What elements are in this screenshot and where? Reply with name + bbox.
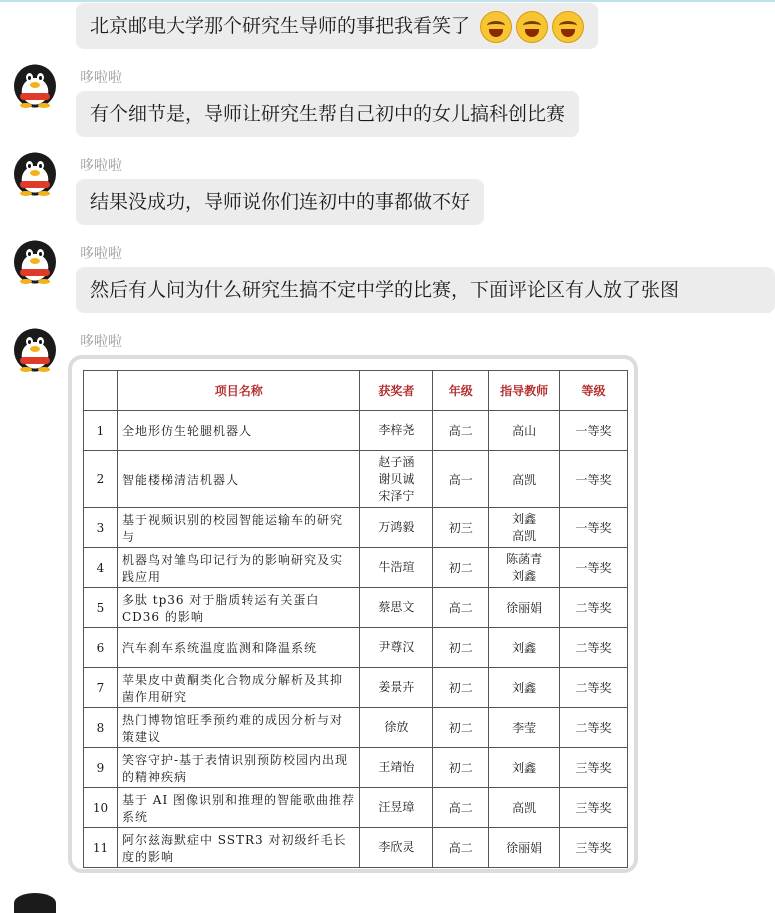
cell-project: 全地形仿生轮腿机器人	[117, 411, 360, 451]
table-row	[84, 668, 628, 708]
qq-penguin-avatar-icon[interactable]	[14, 240, 56, 284]
cell-teacher: 高凯	[489, 451, 560, 508]
cell-project: 苹果皮中黄酮类化合物成分解析及其抑菌作用研究	[117, 668, 360, 708]
cell-no: 10	[84, 788, 118, 828]
cell-level: 二等奖	[560, 668, 628, 708]
table-row	[84, 788, 628, 828]
table-row	[84, 628, 628, 668]
cell-no: 2	[84, 451, 118, 508]
cell-project: 多肽 tp36 对于脂质转运有关蛋白 CD36 的影响	[117, 588, 360, 628]
table-row	[84, 451, 628, 508]
cell-winner: 徐放	[360, 708, 433, 748]
cell-level: 三等奖	[560, 748, 628, 788]
table-row	[84, 828, 628, 868]
top-divider	[0, 0, 775, 2]
cell-grade: 高二	[433, 788, 489, 828]
cell-grade: 初二	[433, 708, 489, 748]
table-row	[84, 748, 628, 788]
cell-winner: 李欣灵	[360, 828, 433, 868]
cell-winner: 王靖怡	[360, 748, 433, 788]
cell-project: 汽车刹车系统温度监测和降温系统	[117, 628, 360, 668]
message-bubble-4[interactable]	[76, 267, 775, 313]
cell-teacher: 刘鑫	[489, 628, 560, 668]
header-no	[84, 371, 118, 411]
cell-teacher: 刘鑫 高凯	[489, 508, 560, 548]
cell-teacher: 徐丽娟	[489, 828, 560, 868]
header-project: 项目名称	[117, 371, 360, 411]
table-row	[84, 708, 628, 748]
image-message-awards-table[interactable]	[68, 355, 638, 873]
message-bubble-1[interactable]	[76, 3, 598, 49]
cell-project: 机器鸟对雏鸟印记行为的影响研究及实践应用	[117, 548, 360, 588]
header-teacher: 指导教师	[489, 371, 560, 411]
cell-grade: 高二	[433, 588, 489, 628]
cell-winner: 李梓尧	[360, 411, 433, 451]
cell-project: 基于视频识别的校园智能运输车的研究与	[117, 508, 360, 548]
message-bubble-2[interactable]	[76, 91, 579, 137]
cell-teacher: 陈菡青 刘鑫	[489, 548, 560, 588]
cell-no: 7	[84, 668, 118, 708]
cell-winner: 万鸿毅	[360, 508, 433, 548]
cell-winner: 汪昱璋	[360, 788, 433, 828]
table-row	[84, 548, 628, 588]
cell-grade: 初二	[433, 628, 489, 668]
cell-no: 6	[84, 628, 118, 668]
cell-no: 1	[84, 411, 118, 451]
header-grade: 年级	[433, 371, 489, 411]
header-winner: 获奖者	[360, 371, 433, 411]
cell-level: 二等奖	[560, 708, 628, 748]
cell-teacher: 刘鑫	[489, 748, 560, 788]
cell-level: 三等奖	[560, 828, 628, 868]
message-text: 北京邮电大学那个研究生导师的事把我看笑了	[90, 15, 471, 37]
cell-no: 8	[84, 708, 118, 748]
cell-project: 笑容守护-基于表情识别预防校园内出现的精神疾病	[117, 748, 360, 788]
cell-no: 5	[84, 588, 118, 628]
table-row	[84, 508, 628, 548]
cell-project: 阿尔兹海默症中 SSTR3 对初级纤毛长度的影响	[117, 828, 360, 868]
cell-level: 一等奖	[560, 508, 628, 548]
cell-winner: 尹尊汉	[360, 628, 433, 668]
cell-winner: 蔡思文	[360, 588, 433, 628]
table-header-row	[84, 371, 628, 411]
cell-grade: 高二	[433, 411, 489, 451]
cell-winner: 姜景卉	[360, 668, 433, 708]
message-bubble-3[interactable]	[76, 179, 484, 225]
cell-level: 二等奖	[560, 588, 628, 628]
cell-no: 4	[84, 548, 118, 588]
cell-grade: 初三	[433, 508, 489, 548]
laugh-emoji-icon	[480, 11, 512, 43]
qq-penguin-avatar-icon[interactable]	[14, 64, 56, 108]
cell-no: 9	[84, 748, 118, 788]
cell-winner: 赵子涵 谢贝诚 宋泽宁	[360, 451, 433, 508]
cell-teacher: 徐丽娟	[489, 588, 560, 628]
table-row	[84, 411, 628, 451]
cell-teacher: 高山	[489, 411, 560, 451]
cell-winner: 牛浩瑄	[360, 548, 433, 588]
qq-penguin-avatar-icon[interactable]	[14, 893, 56, 913]
sender-name: 哆啦啦	[80, 158, 122, 174]
message-text: 结果没成功，导师说你们连初中的事都做不好	[90, 191, 471, 213]
cell-grade: 初二	[433, 668, 489, 708]
header-level: 等级	[560, 371, 628, 411]
cell-grade: 初二	[433, 748, 489, 788]
message-text: 有个细节是，导师让研究生帮自己初中的女儿搞科创比赛	[90, 103, 566, 125]
cell-level: 二等奖	[560, 628, 628, 668]
cell-teacher: 刘鑫	[489, 668, 560, 708]
cell-teacher: 高凯	[489, 788, 560, 828]
table-row	[84, 588, 628, 628]
cell-level: 三等奖	[560, 788, 628, 828]
cell-no: 11	[84, 828, 118, 868]
cell-level: 一等奖	[560, 548, 628, 588]
laugh-emoji-icon	[552, 11, 584, 43]
cell-grade: 高一	[433, 451, 489, 508]
sender-name: 哆啦啦	[80, 70, 122, 86]
qq-penguin-avatar-icon[interactable]	[14, 328, 56, 372]
cell-no: 3	[84, 508, 118, 548]
cell-level: 一等奖	[560, 451, 628, 508]
message-text: 然后有人问为什么研究生搞不定中学的比赛，下面评论区有人放了张图	[90, 279, 680, 301]
awards-table	[83, 370, 628, 868]
sender-name: 哆啦啦	[80, 334, 122, 350]
cell-project: 基于 AI 图像识别和推理的智能歌曲推荐系统	[117, 788, 360, 828]
qq-penguin-avatar-icon[interactable]	[14, 152, 56, 196]
cell-grade: 高二	[433, 828, 489, 868]
cell-teacher: 李莹	[489, 708, 560, 748]
sender-name: 哆啦啦	[80, 246, 122, 262]
cell-project: 热门博物馆旺季预约难的成因分析与对策建议	[117, 708, 360, 748]
laugh-emoji-icon	[516, 11, 548, 43]
cell-grade: 初二	[433, 548, 489, 588]
cell-project: 智能楼梯清洁机器人	[117, 451, 360, 508]
cell-level: 一等奖	[560, 411, 628, 451]
